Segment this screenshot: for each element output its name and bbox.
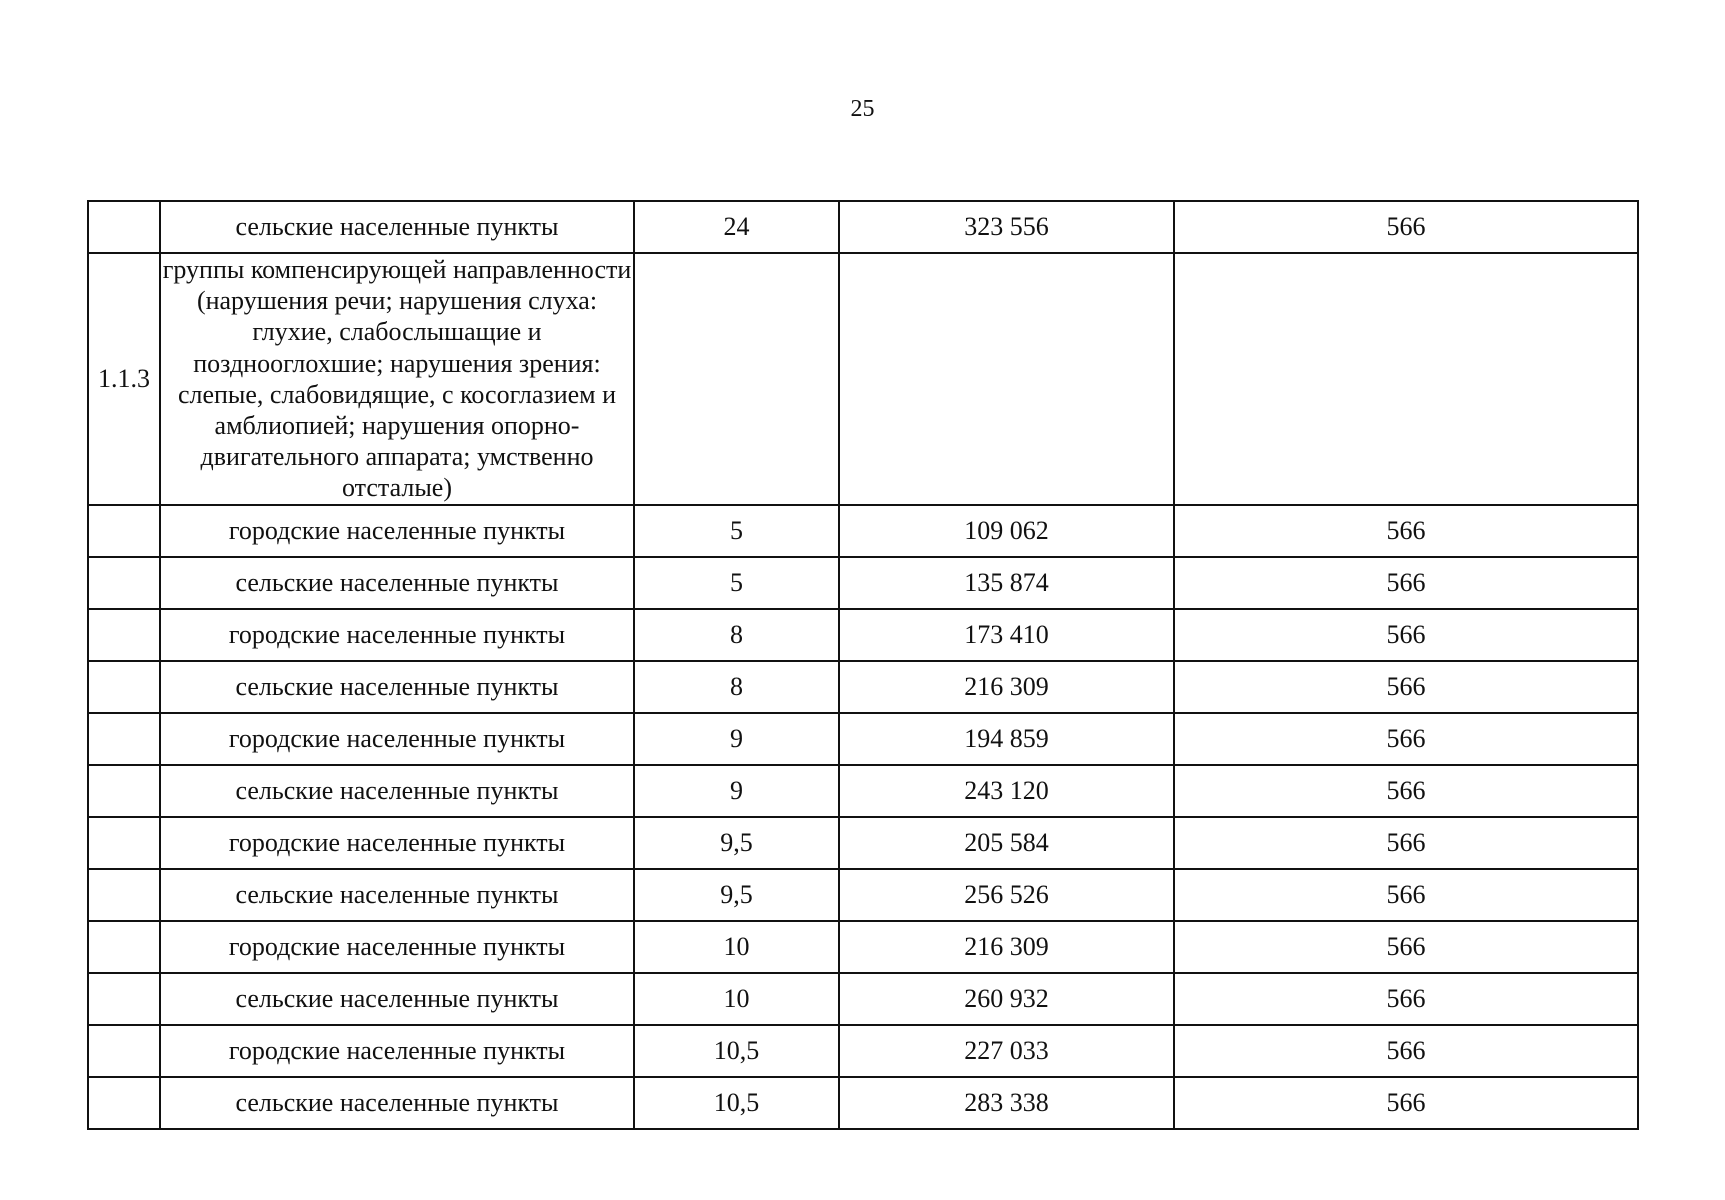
row-value-a-cell: 10 (634, 921, 839, 973)
row-value-c-cell: 566 (1174, 973, 1638, 1025)
row-number-cell (88, 765, 160, 817)
row-value-c-cell: 566 (1174, 505, 1638, 557)
row-value-a-cell: 10,5 (634, 1077, 839, 1129)
row-value-c-cell: 566 (1174, 869, 1638, 921)
row-value-c-cell: 566 (1174, 713, 1638, 765)
row-value-a-cell: 5 (634, 505, 839, 557)
row-value-b-cell: 243 120 (839, 765, 1174, 817)
row-value-c-cell: 566 (1174, 557, 1638, 609)
table-row (88, 557, 1638, 609)
table-row (88, 869, 1638, 921)
row-value-a-cell: 9,5 (634, 869, 839, 921)
row-value-b-cell: 323 556 (839, 201, 1174, 253)
table-row (88, 661, 1638, 713)
row-value-c-cell: 566 (1174, 609, 1638, 661)
table-row (88, 1077, 1638, 1129)
row-name-cell: группы компенсирующей направленности (нарушения речи; нарушения слуха: глухие, слабослышащие и позднооглохшие; нарушения зрения: слепые, слабовидящие, с косоглазием и амблиопией; нарушения опорно-двигательного аппарата; умственно отсталые) (160, 253, 634, 505)
row-value-b-cell: 173 410 (839, 609, 1174, 661)
table-row (88, 201, 1638, 253)
row-value-c-cell: 566 (1174, 661, 1638, 713)
row-value-b-cell: 227 033 (839, 1025, 1174, 1077)
row-value-c-cell: 566 (1174, 765, 1638, 817)
row-number-cell (88, 713, 160, 765)
row-number-cell (88, 817, 160, 869)
row-value-b-cell: 216 309 (839, 661, 1174, 713)
row-value-a-cell: 8 (634, 661, 839, 713)
row-value-b-cell: 260 932 (839, 973, 1174, 1025)
row-value-a-cell: 24 (634, 201, 839, 253)
row-name-cell: сельские населенные пункты (160, 973, 634, 1025)
row-name-cell: сельские населенные пункты (160, 557, 634, 609)
row-value-c-cell: 566 (1174, 817, 1638, 869)
row-number-cell (88, 1077, 160, 1129)
table-row (88, 609, 1638, 661)
row-number-cell: 1.1.3 (88, 253, 160, 505)
row-number-cell (88, 557, 160, 609)
row-name-cell: городские населенные пункты (160, 1025, 634, 1077)
row-value-b-cell: 194 859 (839, 713, 1174, 765)
row-value-b-cell: 205 584 (839, 817, 1174, 869)
row-value-c-cell: 566 (1174, 921, 1638, 973)
row-name-cell: сельские населенные пункты (160, 661, 634, 713)
row-value-c-cell: 566 (1174, 201, 1638, 253)
row-value-a-cell: 8 (634, 609, 839, 661)
row-value-a-cell: 9 (634, 713, 839, 765)
tariff-table (87, 200, 1639, 1130)
row-value-b-cell: 256 526 (839, 869, 1174, 921)
row-name-cell: городские населенные пункты (160, 609, 634, 661)
row-name-cell: сельские населенные пункты (160, 765, 634, 817)
row-value-a-cell: 10,5 (634, 1025, 839, 1077)
row-number-cell (88, 505, 160, 557)
row-name-cell: сельские населенные пункты (160, 1077, 634, 1129)
table-row (88, 1025, 1638, 1077)
row-name-cell: городские населенные пункты (160, 505, 634, 557)
row-value-a-cell (634, 253, 839, 505)
row-value-a-cell: 9 (634, 765, 839, 817)
row-value-b-cell (839, 253, 1174, 505)
table-row (88, 713, 1638, 765)
row-value-b-cell: 135 874 (839, 557, 1174, 609)
table-row (88, 817, 1638, 869)
row-value-b-cell: 283 338 (839, 1077, 1174, 1129)
page-number: 25 (850, 96, 875, 122)
table-row (88, 253, 1638, 505)
row-number-cell (88, 921, 160, 973)
row-name-cell: городские населенные пункты (160, 817, 634, 869)
table-row (88, 505, 1638, 557)
row-value-a-cell: 5 (634, 557, 839, 609)
row-number-cell (88, 661, 160, 713)
row-value-c-cell: 566 (1174, 1025, 1638, 1077)
table-row (88, 921, 1638, 973)
row-name-cell: сельские населенные пункты (160, 869, 634, 921)
row-value-c-cell (1174, 253, 1638, 505)
row-value-b-cell: 109 062 (839, 505, 1174, 557)
row-name-cell: сельские населенные пункты (160, 201, 634, 253)
row-number-cell (88, 1025, 160, 1077)
row-name-cell: городские населенные пункты (160, 921, 634, 973)
row-value-c-cell: 566 (1174, 1077, 1638, 1129)
row-number-cell (88, 609, 160, 661)
table-row (88, 765, 1638, 817)
row-value-a-cell: 9,5 (634, 817, 839, 869)
row-number-cell (88, 973, 160, 1025)
row-number-cell (88, 869, 160, 921)
row-name-cell: городские населенные пункты (160, 713, 634, 765)
row-value-b-cell: 216 309 (839, 921, 1174, 973)
table-row (88, 973, 1638, 1025)
row-value-a-cell: 10 (634, 973, 839, 1025)
row-number-cell (88, 201, 160, 253)
